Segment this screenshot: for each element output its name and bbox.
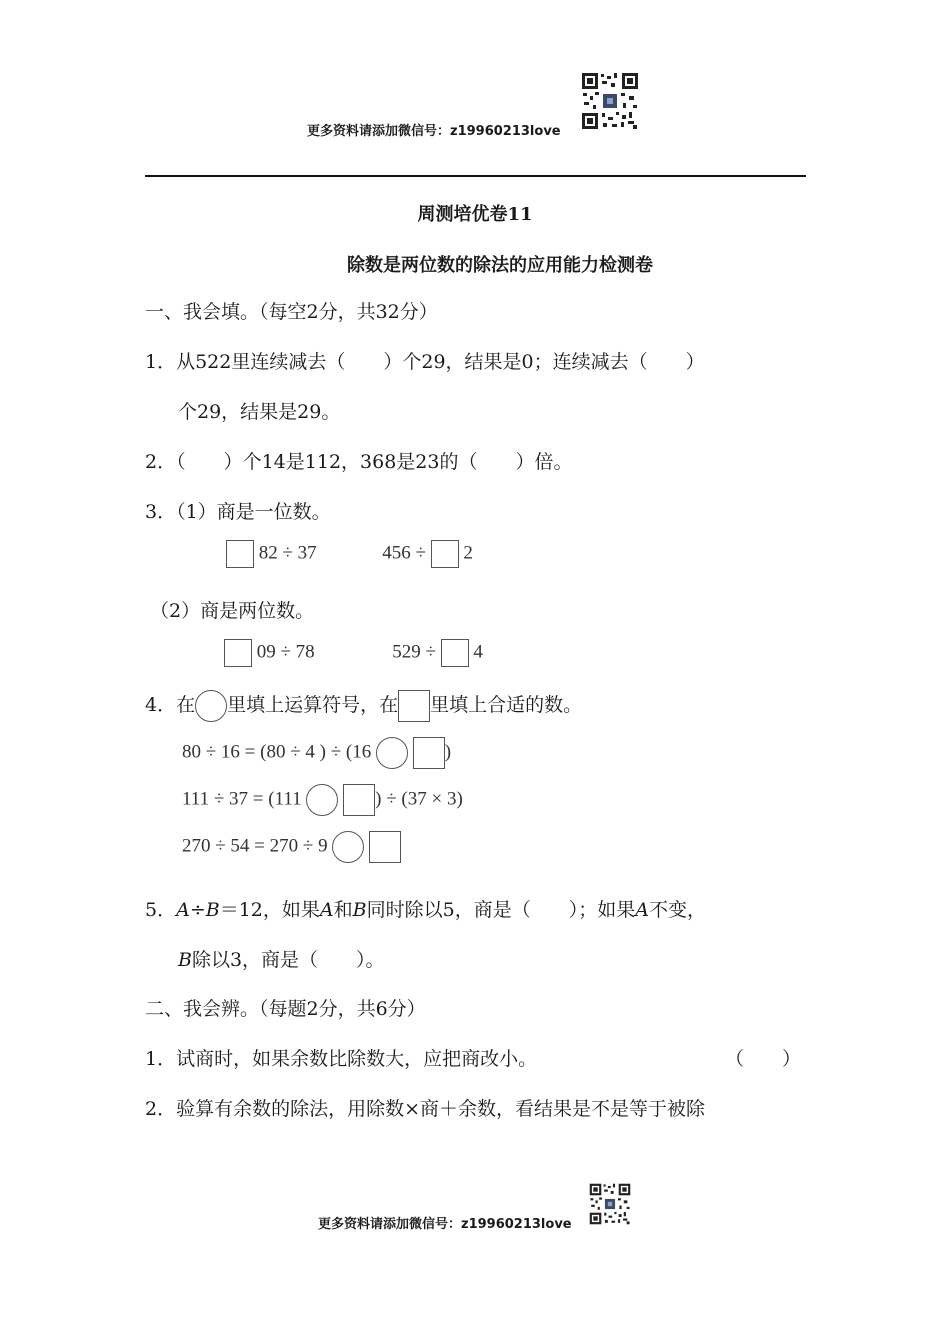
- answer-box[interactable]: [369, 831, 401, 863]
- q3-expr1b-post: 2: [463, 542, 473, 564]
- q3-expr2a: 09 ÷ 78: [256, 641, 315, 663]
- q4-eq1-post: ): [444, 741, 452, 763]
- q4-mid: 里填上运算符号，在: [227, 694, 399, 716]
- answer-box[interactable]: [224, 639, 252, 667]
- header-divider: [145, 175, 806, 177]
- section1-heading: 一、我会填。（每空2分，共32分）: [145, 301, 438, 323]
- square-icon: [398, 690, 430, 722]
- qr-code-icon: [581, 72, 639, 130]
- q5-and: 和: [333, 899, 353, 921]
- s2-q2-text: 2．验算有余数的除法，用除数×商＋余数，看结果是不是等于被除: [145, 1098, 706, 1120]
- qr-code-icon: [589, 1183, 631, 1225]
- var-b: B: [205, 899, 220, 921]
- q5-rest3: 不变，: [648, 899, 706, 921]
- circle-icon: [195, 690, 227, 722]
- q1-line1: 1．从522里连续减去（ ）个29，结果是0；连续减去（ ）: [145, 351, 705, 373]
- q4-instruction: [145, 690, 582, 722]
- q4-eq2: [182, 784, 463, 816]
- answer-box[interactable]: [343, 784, 375, 816]
- q3-expr2b-pre: 529 ÷: [392, 641, 436, 663]
- answer-box[interactable]: [226, 540, 254, 568]
- q5-div: ÷: [189, 899, 206, 921]
- operator-circle[interactable]: [306, 784, 338, 816]
- q5-line2: [178, 945, 385, 972]
- var-b: B: [352, 899, 367, 921]
- var-a: A: [176, 899, 190, 921]
- q3-expr1: [226, 540, 473, 568]
- operator-circle[interactable]: [332, 831, 364, 863]
- q4-eq3: [182, 831, 401, 863]
- operator-circle[interactable]: [376, 737, 408, 769]
- s2-q1-answer[interactable]: （ ）: [725, 1048, 802, 1070]
- answer-box[interactable]: [413, 737, 445, 769]
- q4-eq1-pre: 80 ÷ 16 = (80 ÷ 4 ) ÷ (16: [182, 741, 372, 763]
- q5-rest1: ＝12，如果: [219, 899, 320, 921]
- section2-heading: 二、我会辨。（每题2分，共6分）: [145, 998, 426, 1020]
- q1-line2: 个29，结果是29。: [178, 401, 341, 423]
- q3-expr2b-post: 4: [473, 641, 483, 663]
- q3-part2: （2）商是两位数。: [150, 600, 315, 622]
- q4-pre: 4．在: [145, 694, 196, 716]
- q4-eq3-pre: 270 ÷ 54 = 270 ÷ 9: [182, 835, 328, 857]
- q4-eq2-pre: 111 ÷ 37 = (111: [182, 788, 302, 810]
- header-contact-text: 更多资料请添加微信号：z19960213love: [307, 124, 561, 139]
- answer-box[interactable]: [431, 540, 459, 568]
- q5-line1: [145, 895, 706, 922]
- var-a: A: [319, 899, 334, 921]
- q3-expr1b-pre: 456 ÷: [382, 542, 426, 564]
- q5-line2-rest: 除以3，商是（ ）。: [191, 949, 385, 971]
- footer-contact-text: 更多资料请添加微信号：z19960213love: [318, 1217, 572, 1232]
- page-title: 周测培优卷11: [417, 204, 533, 225]
- q5-num: 5．: [145, 899, 177, 921]
- q4-eq2-post: ) ÷ (37 × 3): [375, 788, 463, 810]
- var-b: B: [178, 949, 192, 971]
- q3-part1: 3．（1）商是一位数。: [145, 501, 331, 523]
- q2-line: 2．（ ）个14是112，368是23的（ ）倍。: [145, 451, 573, 473]
- q4-post: 里填上合适的数。: [430, 694, 583, 716]
- q5-rest2: 同时除以5，商是（ ）；如果: [366, 899, 636, 921]
- page-subtitle: 除数是两位数的除法的应用能力检测卷: [347, 255, 653, 276]
- q3-expr1a: 82 ÷ 37: [258, 542, 317, 564]
- answer-box[interactable]: [441, 639, 469, 667]
- var-a: A: [635, 899, 649, 921]
- q4-eq1: [182, 737, 451, 769]
- s2-q1-text: 1．试商时，如果余数比除数大，应把商改小。: [145, 1048, 538, 1070]
- q3-expr2: [224, 639, 483, 667]
